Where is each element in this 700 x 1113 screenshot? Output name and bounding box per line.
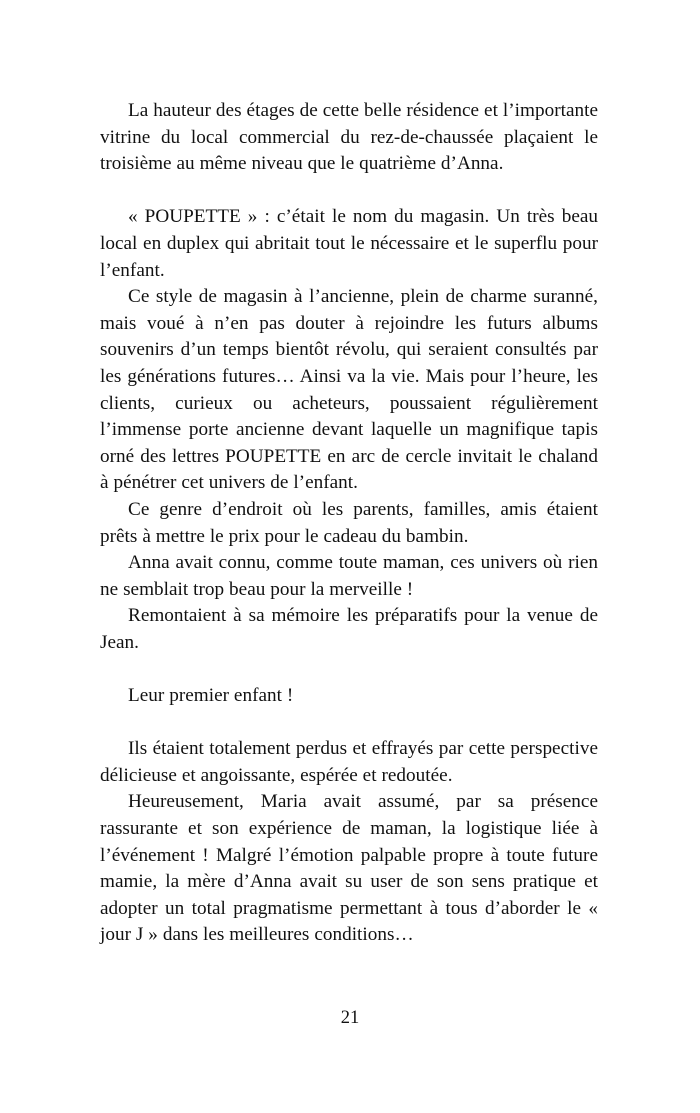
paragraph-2: « POUPETTE » : c’était le nom du magasin. Un très beau local en duplex qui abritait tout le nécessaire et le superflu pour l’enfant. [100,206,598,281]
paragraph-6: Remontaient à sa mémoire les préparatifs pour la venue de Jean. [100,605,598,653]
paragraph-8: Ils étaient totalement perdus et effrayés par cette perspective délicieuse et angoissante, espérée et redoutée. [100,738,598,786]
paragraph-7: Leur premier enfant ! [128,685,294,707]
paragraph-9: Heureusement, Maria avait assumé, par sa présence rassurante et son expérience de maman, la logistique liée à l’événement ! Malgré l’émotion palpable propre à toute future mamie, la mère d’Anna avait su user de son sens pratique et adopter un total pragmatisme permettant à tous d’aborder le « jour J » dans les meilleures conditions… [100,791,598,946]
paragraph-4: Ce genre d’endroit où les parents, familles, amis étaient prêts à mettre le prix pour le cadeau du bambin. [100,498,598,547]
paragraph-1: La hauteur des étages de cette belle résidence et l’importante vitrine du local commercial du rez-de-chaussée plaçaient le troisième au même niveau que le quatrième d’Anna. [100,100,598,175]
paragraph-5: Anna avait connu, comme toute maman, ces univers où rien ne semblait trop beau pour la merveille ! [100,552,598,600]
paragraph-3: Ce style de magasin à l’ancienne, plein de charme suranné, mais voué à n’en pas douter à rejoindre les futurs albums souvenirs d’un temps bientôt révolu, qui seraient consultés par les générations futures… Ainsi va la vie. Mais pour l’heure, les clients, curieux ou acheteurs, poussaient régulièrement l’immense porte ancienne devant laquelle un magnifique tapis orné des lettres POUPETTE en arc de cercle invitait le chaland à pénétrer cet univers de l’enfant. [100,286,598,494]
page-number: 21 [340,1008,360,1028]
page-text-block [100,98,598,949]
